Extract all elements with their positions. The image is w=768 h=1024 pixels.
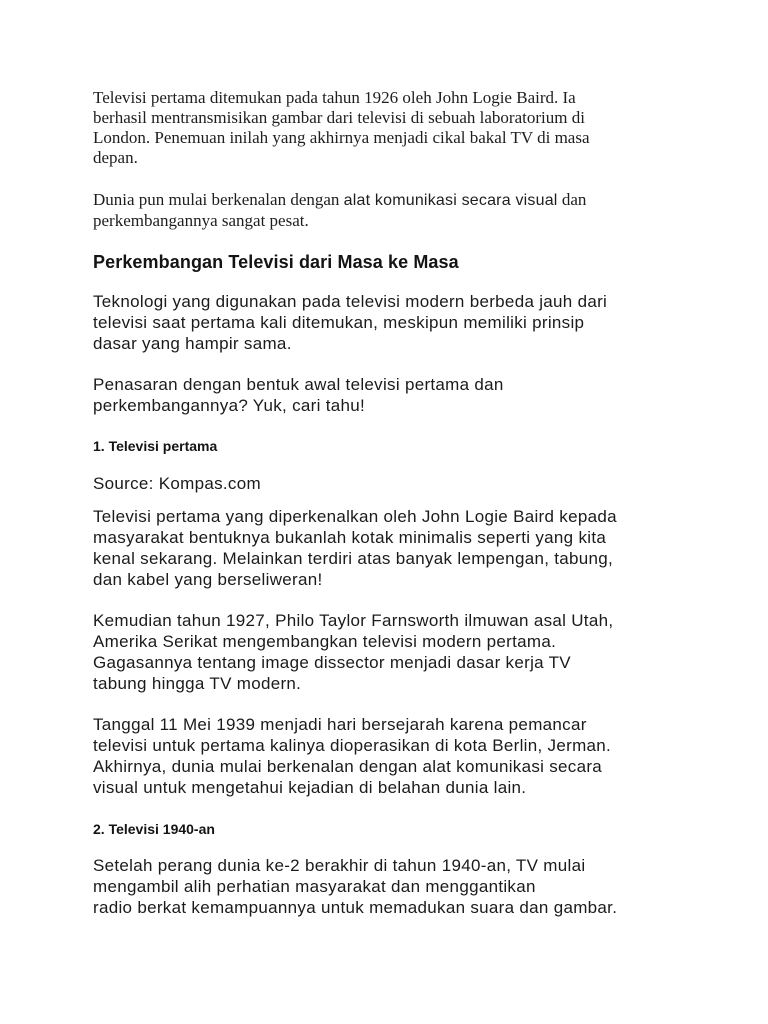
paragraph-line: Gagasannya tentang image dissector menjadi dasar kerja TV <box>93 653 571 672</box>
paragraph-line: dasar yang hampir sama. <box>93 334 292 353</box>
paragraph-line: kenal sekarang. Melainkan terdiri atas banyak lempengan, tabung, <box>93 549 614 568</box>
paragraph-text: dan <box>561 190 587 209</box>
paragraph-line: London. Penemuan inilah yang akhirnya menjadi cikal bakal TV di masa <box>93 128 590 147</box>
paragraph-line: perkembangannya sangat pesat. <box>93 211 309 230</box>
paragraph-line: depan. <box>93 148 138 167</box>
image-source-caption: Source: Kompas.com <box>93 474 261 493</box>
item-paragraph <box>93 714 733 798</box>
paragraph-line: televisi saat pertama kali ditemukan, meskipun memiliki prinsip <box>93 313 585 332</box>
section-heading: Perkembangan Televisi dari Masa ke Masa <box>93 252 459 272</box>
inline-phrase: alat komunikasi secara visual <box>343 192 558 209</box>
paragraph-line: Tanggal 11 Mei 1939 menjadi hari bersejarah karena pemancar <box>93 715 587 734</box>
paragraph-line: perkembangannya? Yuk, cari tahu! <box>93 396 366 415</box>
item-paragraph <box>93 855 733 918</box>
section-paragraph <box>93 374 733 416</box>
paragraph-line: masyarakat bentuknya bukanlah kotak minimalis seperti yang kita <box>93 528 607 547</box>
paragraph-line: dan kabel yang berseliweran! <box>93 570 323 589</box>
section-paragraph <box>93 291 733 354</box>
paragraph-line: berhasil mentransmisikan gambar dari televisi di sebuah laboratorium di <box>93 108 585 127</box>
item-heading: 2. Televisi 1940-an <box>93 821 215 837</box>
paragraph-line: Amerika Serikat mengembangkan televisi modern pertama. <box>93 632 557 651</box>
paragraph-line: televisi untuk pertama kalinya dioperasikan di kota Berlin, Jerman. <box>93 736 612 755</box>
item-paragraph <box>93 506 733 590</box>
intro-paragraph-2 <box>93 190 733 231</box>
paragraph-line: Televisi pertama yang diperkenalkan oleh John Logie Baird kepada <box>93 507 617 526</box>
paragraph-line: Teknologi yang digunakan pada televisi modern berbeda jauh dari <box>93 292 608 311</box>
paragraph-line: Kemudian tahun 1927, Philo Taylor Farnsworth ilmuwan asal Utah, <box>93 611 614 630</box>
paragraph-text: Dunia pun mulai berkenalan dengan <box>93 190 340 209</box>
paragraph-line: tabung hingga TV modern. <box>93 674 302 693</box>
paragraph-line: visual untuk mengetahui kejadian di belahan dunia lain. <box>93 778 527 797</box>
intro-paragraph <box>93 88 733 168</box>
item-paragraph <box>93 610 733 694</box>
item-heading: 1. Televisi pertama <box>93 438 218 454</box>
paragraph-line: Akhirnya, dunia mulai berkenalan dengan alat komunikasi secara <box>93 757 603 776</box>
paragraph-line: radio berkat kemampuannya untuk memadukan suara dan gambar. <box>93 898 618 917</box>
paragraph-line: Setelah perang dunia ke-2 berakhir di tahun 1940-an, TV mulai <box>93 856 586 875</box>
paragraph-line: Penasaran dengan bentuk awal televisi pertama dan <box>93 375 504 394</box>
paragraph-line: mengambil alih perhatian masyarakat dan menggantikan <box>93 877 536 896</box>
paragraph-line: Televisi pertama ditemukan pada tahun 1926 oleh John Logie Baird. Ia <box>93 88 576 107</box>
paragraph-line <box>93 190 733 211</box>
